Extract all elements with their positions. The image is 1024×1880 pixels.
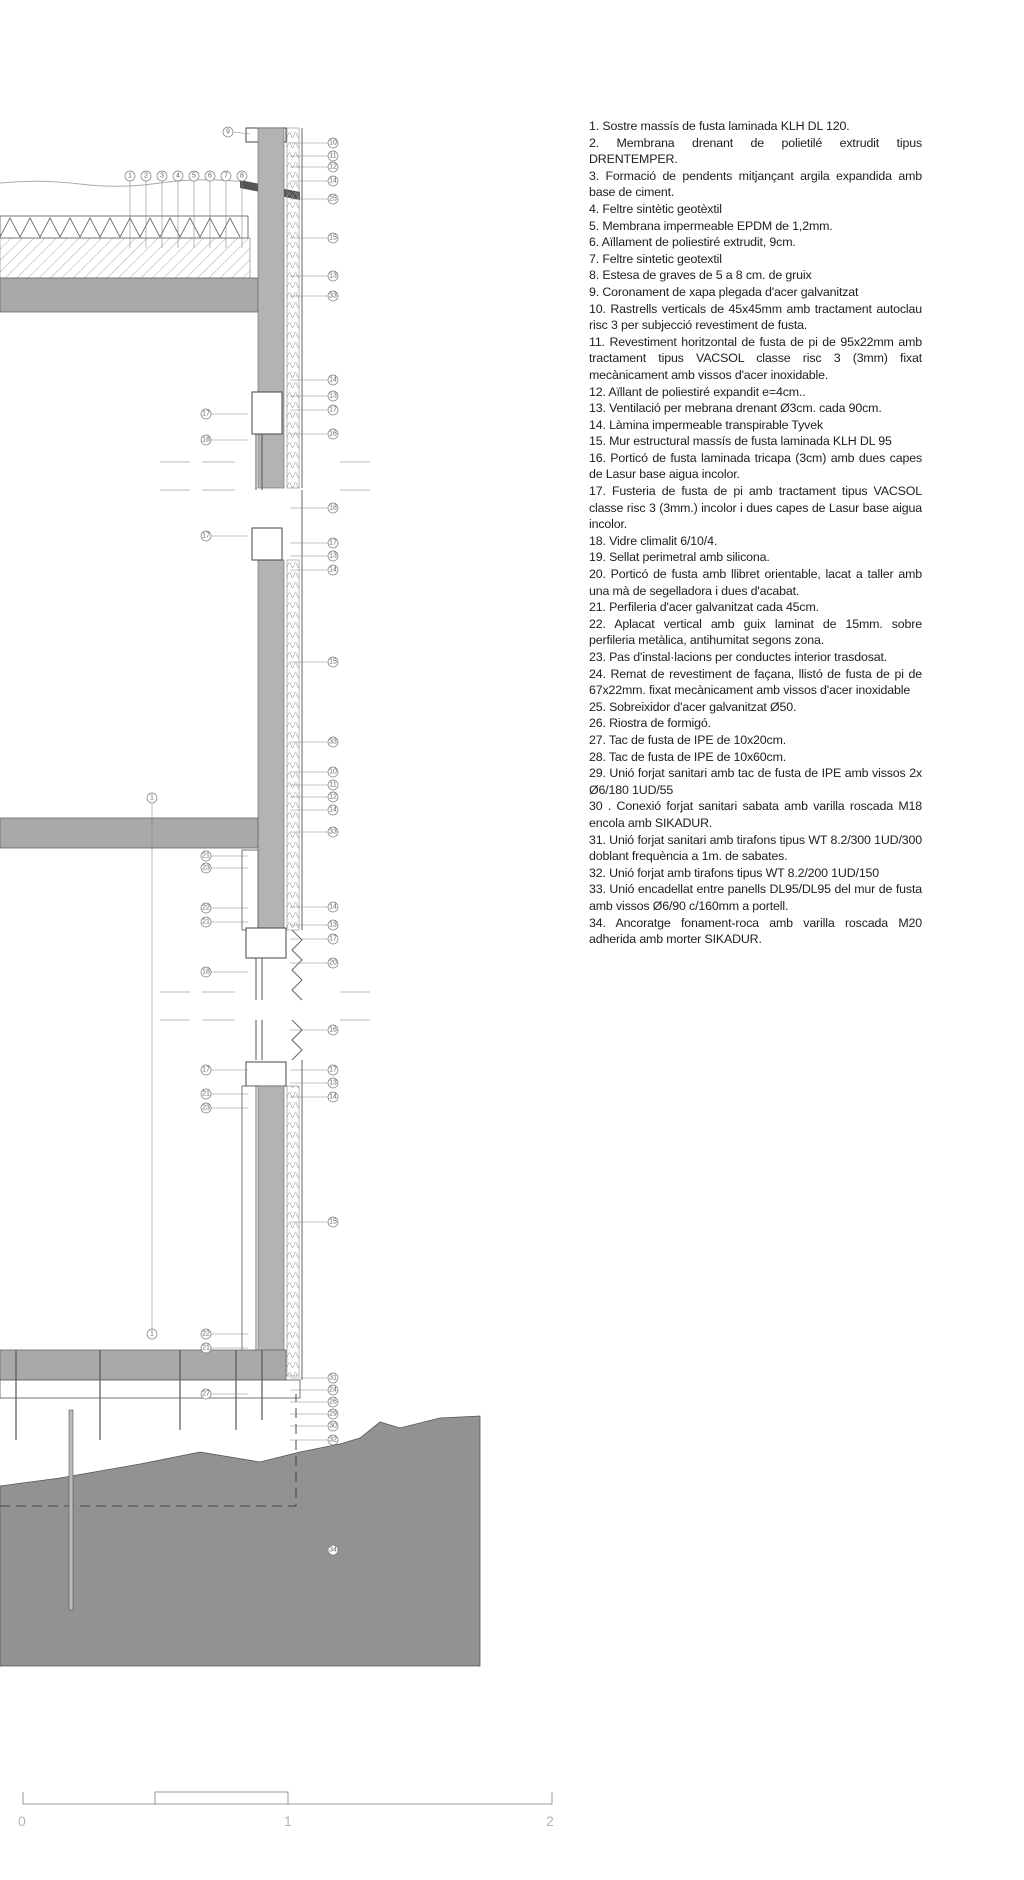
- legend-item: 33. Unió encadellat entre panells DL95/DL95 del mur de fusta amb vissos Ø6/90 c/160mm a portell.: [589, 882, 922, 913]
- callout-number: 25: [329, 195, 337, 203]
- callout-number: 7: [224, 172, 228, 180]
- callout-number: 21: [202, 918, 210, 926]
- callout-number: 13: [329, 552, 337, 560]
- window-1-frame: [252, 392, 282, 434]
- callout-number: 10: [329, 139, 337, 147]
- callout-number: 13: [329, 921, 337, 929]
- legend-item: 30 . Conexió forjat sanitari sabata amb varilla roscada M18 encola amb SIKADUR.: [589, 799, 922, 830]
- callout-number: 32: [329, 1436, 337, 1444]
- legend-item: 17. Fusteria de fusta de pi amb tractament tipus VACSOL classe risc 3 (3mm.) incolor i dues capes de Lasur base aigua incolor.: [589, 484, 922, 532]
- callout-number: 21: [202, 852, 210, 860]
- callout-number: 14: [329, 806, 337, 814]
- callout-number: 17: [329, 406, 337, 414]
- callout-marker: [147, 850, 157, 1339]
- material-legend: [589, 118, 922, 948]
- callout-marker: [290, 1435, 338, 1445]
- callout-number: 13: [329, 392, 337, 400]
- callout-number: 16: [329, 430, 337, 438]
- ground-slab: [0, 1350, 286, 1380]
- callout-marker: [290, 1065, 338, 1075]
- lower-lining: [242, 1086, 256, 1354]
- legend-item: 7. Feltre sintetic geotextil: [589, 251, 722, 266]
- anchor-bar: [69, 1410, 73, 1610]
- callout-number: 17: [202, 410, 210, 418]
- callout-number: 23: [202, 864, 210, 872]
- callout-marker: [201, 1065, 248, 1075]
- callout-number: 14: [329, 1093, 337, 1101]
- callout-number: 21: [202, 1344, 210, 1352]
- callout-number: 24: [329, 1386, 337, 1394]
- callout-marker: [290, 538, 338, 548]
- callout-marker: [290, 1397, 338, 1407]
- legend-item: 15. Mur estructural massís de fusta laminada KLH DL 95: [589, 434, 892, 449]
- callout-marker: [201, 851, 248, 861]
- callout-number: 33: [329, 828, 337, 836]
- window-3-frame: [246, 928, 286, 958]
- callout-number: 33: [329, 292, 337, 300]
- callout-marker: [290, 1409, 338, 1419]
- scale-tick-0: 0: [18, 1813, 26, 1829]
- legend-item: 9. Coronament de xapa plegada d'acer galvanitzat: [589, 284, 859, 299]
- callout-number: 1: [150, 1330, 154, 1338]
- legend-item: 11. Revestiment horitzontal de fusta de pi de 95x22mm amb tractament tipus VACSOL classe risc 3 (3mm) fixat mecànicament amb vissos d'acer inoxidable.: [589, 334, 922, 382]
- wall-lower: [258, 1086, 284, 1376]
- legend-item: 23. Pas d'instal·lacions per conductes interior trasdosat.: [589, 650, 888, 664]
- callout-number: 6: [208, 172, 212, 180]
- callout-marker: [201, 863, 248, 873]
- callout-number: 17: [329, 935, 337, 943]
- callout-marker: [201, 409, 248, 419]
- callout-number: 18: [202, 436, 210, 444]
- mid-lining: [242, 850, 258, 930]
- callout-number: 17: [329, 1066, 337, 1074]
- foundation: [0, 1350, 480, 1666]
- slope-layer: [0, 238, 250, 278]
- legend-item: 20. Porticó de fusta amb llibret orientable, lacat a taller amb una mà de segelladora i dues d'acabat.: [589, 567, 922, 598]
- legend-item: 14. Làmina impermeable transpirable Tyvek: [589, 417, 823, 432]
- legend-item: 12. Aïllant de poliestiré expandit e=4cm..: [589, 384, 806, 399]
- callout-number: 17: [202, 1066, 210, 1074]
- louvre-shutter: [292, 930, 302, 1000]
- callout-number: 8: [240, 172, 244, 180]
- callout-number: 22: [202, 904, 210, 912]
- callout-marker: [201, 917, 248, 927]
- callout-number: 4: [176, 172, 180, 180]
- window-4-frame: [246, 1062, 286, 1086]
- callout-number: 26: [329, 1398, 337, 1406]
- callout-number: 30: [329, 1422, 337, 1430]
- scale-tick-2: 2: [546, 1813, 554, 1829]
- sleeper-beam: [0, 1380, 300, 1398]
- callout-marker: [290, 1421, 338, 1431]
- callout-number: 10: [329, 768, 337, 776]
- callout-marker: [201, 967, 248, 977]
- legend-item: 22. Aplacat vertical amb guix laminat de 15mm. sobre perfileria metàlica, antihumitat segons zona.: [589, 616, 922, 648]
- scale-bar: [18, 1792, 554, 1829]
- legend-item: 3. Formació de pendents mitjançant argila expandida amb base de ciment.: [589, 168, 922, 200]
- legend-item: 16. Porticó de fusta laminada tricapa (3cm) amb dues capes de Lasur base aigua incolor.: [589, 450, 922, 482]
- callout-number: 29: [329, 1410, 337, 1418]
- window-2-frame: [252, 528, 282, 560]
- callout-number: 12: [329, 163, 337, 171]
- callout-number: 23: [202, 1104, 210, 1112]
- callout-marker: [290, 958, 338, 968]
- roof-assembly: [0, 128, 300, 312]
- callout-number: 14: [329, 376, 337, 384]
- callout-number: 27: [202, 1390, 210, 1398]
- callout-number: 15: [329, 658, 337, 666]
- callout-marker: [290, 1025, 338, 1035]
- callout-number: 2: [144, 172, 148, 180]
- cladding-middle: [287, 560, 299, 930]
- legend-item: 31. Unió forjat sanitari amb tirafons tipus WT 8.2/300 1UD/300 doblant frequència a 1m. de sabates.: [589, 832, 922, 864]
- legend-item: 27. Tac de fusta de IPE de 10x20cm.: [589, 732, 787, 747]
- callout-number: 11: [329, 781, 337, 789]
- legend-item: 21. Perfileria d'acer galvanitzat cada 45cm.: [589, 600, 819, 615]
- roof-slab: [0, 278, 258, 312]
- callout-number: 1: [150, 794, 154, 802]
- callout-number: 33: [329, 738, 337, 746]
- callout-number: 22: [202, 1330, 210, 1338]
- wall-middle: [258, 560, 284, 930]
- scale-bar-step: [155, 1792, 288, 1804]
- legend-item: 28. Tac de fusta de IPE de 10x60cm.: [589, 749, 787, 764]
- callout-number: 15: [329, 234, 337, 242]
- legend-item: 32. Unió forjat amb tirafons tipus WT 8.2/200 1UD/150: [589, 865, 880, 880]
- callout-number: 18: [202, 968, 210, 976]
- callout-number: 13: [329, 1079, 337, 1087]
- legend-item: 25. Sobreixidor d'acer galvanitzat Ø50.: [589, 699, 797, 714]
- legend-item: 24. Remat de revestiment de façana, llistó de fusta de pi de 67x22mm. fixat mecànicament amb vissos d'acer inoxidable: [589, 666, 922, 698]
- legend-item: 4. Feltre sintètic geotèxtil: [589, 201, 722, 216]
- callout-number: 3: [160, 172, 164, 180]
- callout-number: 13: [329, 272, 337, 280]
- callout-number: 15: [329, 1218, 337, 1226]
- legend-item: 34. Ancoratge fonament-roca amb varilla roscada M20 adherida amb morter SIKADUR.: [589, 915, 922, 947]
- scale-tick-1: 1: [284, 1813, 292, 1829]
- legend-item: 8. Estesa de graves de 5 a 8 cm. de gruix: [589, 268, 812, 283]
- callout-number: 31: [329, 1374, 337, 1382]
- callout-number: 14: [329, 177, 337, 185]
- callout-number: 12: [329, 793, 337, 801]
- exterior-wall: [0, 128, 302, 1380]
- callout-number: 18: [329, 504, 337, 512]
- callout-number: 14: [329, 566, 337, 574]
- legend-item: 18. Vidre climalit 6/10/4.: [589, 533, 718, 548]
- legend-item: 19. Sellat perimetral amb silicona.: [589, 550, 770, 565]
- callout-number: 17: [329, 539, 337, 547]
- callout-marker: [201, 1329, 248, 1339]
- callout-number: 9: [226, 128, 230, 136]
- callout-number: 11: [329, 152, 337, 160]
- callout-marker: [201, 435, 248, 445]
- legend-item: 26. Riostra de formigó.: [589, 716, 711, 731]
- callout-marker: [201, 903, 248, 913]
- callout-marker: [290, 503, 338, 513]
- callout-marker: [201, 1089, 248, 1099]
- callout-number: 16: [329, 1026, 337, 1034]
- cladding-lower: [287, 1086, 299, 1376]
- louvre-shutter-lower: [292, 1020, 302, 1060]
- legend-item: 5. Membrana impermeable EPDM de 1,2mm.: [589, 218, 833, 233]
- legend-item: 10. Rastrells verticals de 45x45mm amb tractament autoclau risc 3 per subjecció revestiment de fusta.: [589, 301, 922, 333]
- legend-item: 2. Membrana drenant de polietilé extrudit tipus DRENTEMPER.: [589, 135, 922, 167]
- callout-number: 20: [329, 959, 337, 967]
- callout-number: 17: [202, 532, 210, 540]
- callout-marker: [201, 531, 248, 541]
- callout-number: 34: [329, 1546, 337, 1554]
- legend-item: 6. Aïllament de poliestiré extrudit, 9cm.: [589, 235, 796, 250]
- callout-marker: [290, 551, 338, 561]
- callout-number: 21: [202, 1090, 210, 1098]
- callout-number: 1: [128, 172, 132, 180]
- legend-item: 1. Sostre massís de fusta laminada KLH DL 120.: [589, 119, 850, 133]
- callout-marker: [201, 1103, 248, 1113]
- mid-slab: [0, 818, 258, 848]
- legend-item: 13. Ventilació per mebrana drenant Ø3cm. cada 90cm.: [589, 401, 882, 416]
- callout-number: 14: [329, 903, 337, 911]
- legend-item: 29. Unió forjat sanitari amb tac de fusta de IPE amb vissos 2x Ø6/180 1UD/55: [589, 766, 922, 797]
- callout-number: 5: [192, 172, 196, 180]
